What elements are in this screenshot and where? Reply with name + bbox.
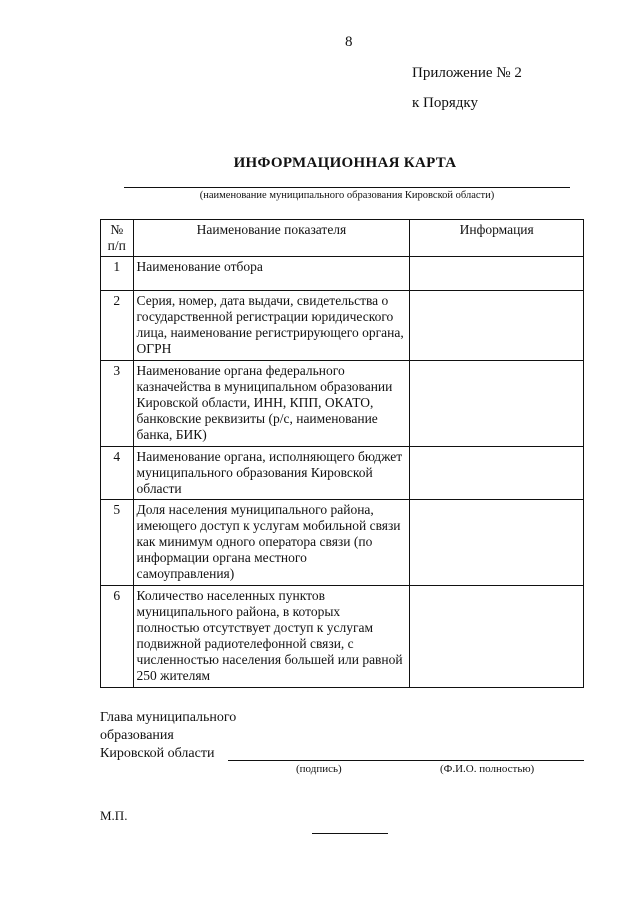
row-information-cell[interactable] [410, 291, 584, 361]
row-information-cell[interactable] [410, 447, 584, 500]
row-number: 3 [101, 361, 134, 447]
row-information-cell[interactable] [410, 361, 584, 447]
municipality-name-line [124, 187, 570, 188]
table-row [101, 361, 584, 447]
column-header-number-line2: п/п [107, 238, 126, 253]
page-number: 8 [345, 34, 353, 50]
row-indicator-name: Наименование отбора [133, 257, 410, 291]
stamp-placeholder: М.П. [100, 808, 128, 823]
info-card-table [100, 219, 584, 688]
column-header-information: Информация [410, 220, 584, 257]
appendix-reference [412, 58, 522, 118]
row-indicator-name: Количество населенных пунктов муниципального района, в которых полностью отсутствует доступ к услугам подвижной радиотелефонной связи, с численностью населения большей или равной 250 жителям [133, 586, 410, 688]
row-information-cell[interactable] [410, 500, 584, 586]
signature-block [100, 709, 236, 763]
row-number: 5 [101, 500, 134, 586]
row-information-cell[interactable] [410, 586, 584, 688]
row-indicator-name: Наименование органа, исполняющего бюджет муниципального образования Кировской области [133, 447, 410, 500]
row-information-cell[interactable] [410, 257, 584, 291]
column-header-indicator: Наименование показателя [133, 220, 410, 257]
municipality-name-caption: (наименование муниципального образования Кировской области) [199, 190, 495, 201]
table-row [101, 500, 584, 586]
signature-title-line-2: образования [100, 728, 174, 743]
full-name-caption: (Ф.И.О. полностью) [440, 763, 535, 775]
row-number: 6 [101, 586, 134, 688]
row-indicator-name: Серия, номер, дата выдачи, свидетельства о государственной регистрации юридического лица, наименование регистрирующего органа, ОГРН [133, 291, 410, 361]
signature-title-line-3: Кировской области [100, 746, 215, 761]
signature-title-line-1: Глава муниципального [100, 710, 237, 725]
column-header-number-line1: № [110, 222, 124, 237]
table-row [101, 447, 584, 500]
row-number: 1 [101, 257, 134, 291]
row-number: 4 [101, 447, 134, 500]
column-header-number [101, 220, 134, 257]
table-row [101, 291, 584, 361]
appendix-line-1: Приложение № 2 [412, 65, 522, 81]
table-row [101, 257, 584, 291]
appendix-line-2: к Порядку [412, 95, 478, 111]
document-title: ИНФОРМАЦИОННАЯ КАРТА [233, 155, 457, 171]
table-row [101, 586, 584, 688]
row-indicator-name: Наименование органа федерального казначейства в муниципальном образовании Кировской области, ИНН, КПП, ОКАТО, банковские реквизиты (р/с, наименование банка, БИК) [133, 361, 410, 447]
bottom-divider [312, 833, 388, 834]
table-header-row [101, 220, 584, 257]
row-indicator-name: Доля населения муниципального района, имеющего доступ к услугам мобильной связи как минимум одного оператора связи (по информации органа местного самоуправления) [133, 500, 410, 586]
signature-caption: (подпись) [296, 763, 342, 775]
row-number: 2 [101, 291, 134, 361]
signature-line[interactable] [228, 760, 584, 761]
